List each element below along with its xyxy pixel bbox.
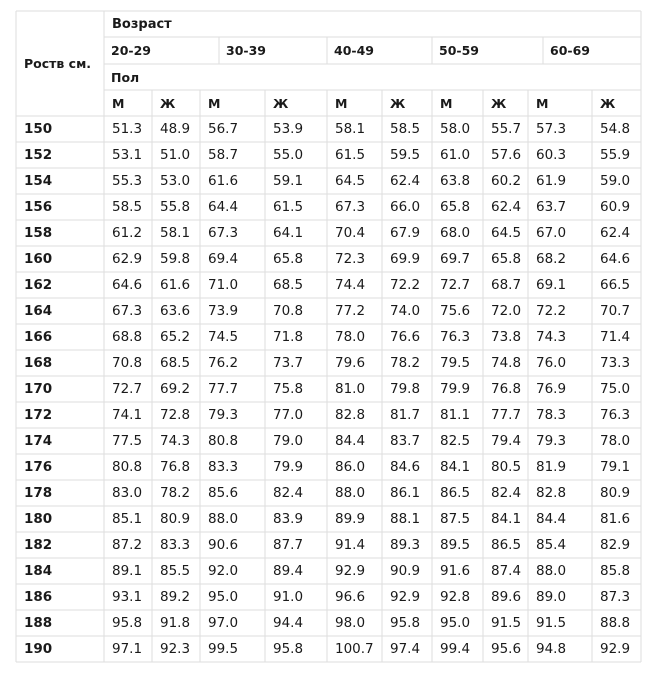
- weight-value-cell: 76.8: [160, 459, 191, 475]
- weight-value-cell: 61.9: [536, 173, 567, 189]
- weight-value-cell: 95.8: [273, 641, 304, 657]
- weight-value-cell: 77.5: [112, 433, 143, 449]
- weight-value-cell: 79.9: [440, 381, 471, 397]
- weight-value-cell: 58.5: [390, 121, 421, 137]
- weight-value-cell: 99.5: [208, 641, 239, 657]
- weight-value-cell: 67.9: [390, 225, 421, 241]
- weight-value-cell: 48.9: [160, 121, 191, 137]
- weight-value-cell: 76.8: [491, 381, 522, 397]
- weight-value-cell: 68.0: [440, 225, 471, 241]
- weight-value-cell: 55.0: [273, 147, 304, 163]
- weight-value-cell: 83.3: [208, 459, 239, 475]
- age-group-header: 30-39: [226, 43, 266, 58]
- weight-value-cell: 74.1: [112, 407, 143, 423]
- weight-value-cell: 92.3: [160, 641, 191, 657]
- weight-value-cell: 79.9: [273, 459, 304, 475]
- weight-value-cell: 97.1: [112, 641, 143, 657]
- weight-value-cell: 51.3: [112, 121, 143, 137]
- weight-value-cell: 76.3: [440, 329, 471, 345]
- weight-value-cell: 67.3: [335, 199, 366, 215]
- height-cell: 150: [24, 121, 53, 137]
- height-cell: 182: [24, 537, 53, 553]
- weight-value-cell: 90.6: [208, 537, 239, 553]
- weight-value-cell: 76.3: [600, 407, 631, 423]
- weight-value-cell: 84.6: [390, 459, 421, 475]
- weight-value-cell: 55.3: [112, 173, 143, 189]
- sex-column-header: М: [112, 95, 125, 111]
- height-cell: 178: [24, 485, 53, 501]
- sex-column-header: Ж: [273, 95, 289, 111]
- weight-value-cell: 66.0: [390, 199, 421, 215]
- sex-column-header: Ж: [600, 95, 616, 111]
- weight-value-cell: 75.6: [440, 303, 471, 319]
- weight-value-cell: 93.1: [112, 589, 143, 605]
- weight-value-cell: 82.8: [335, 407, 366, 423]
- weight-value-cell: 62.4: [491, 199, 522, 215]
- weight-value-cell: 86.0: [335, 459, 366, 475]
- weight-value-cell: 85.8: [600, 563, 631, 579]
- height-cell: 168: [24, 355, 53, 371]
- weight-value-cell: 74.3: [160, 433, 191, 449]
- weight-value-cell: 66.5: [600, 277, 631, 293]
- weight-value-cell: 89.2: [160, 589, 191, 605]
- weight-value-cell: 98.0: [335, 615, 366, 631]
- age-group-header: 20-29: [111, 43, 151, 58]
- weight-value-cell: 61.0: [440, 147, 471, 163]
- weight-value-cell: 58.1: [160, 225, 191, 241]
- weight-value-cell: 76.9: [536, 381, 567, 397]
- weight-value-cell: 63.8: [440, 173, 471, 189]
- weight-value-cell: 68.5: [160, 355, 191, 371]
- weight-value-cell: 81.9: [536, 459, 567, 475]
- weight-value-cell: 91.0: [273, 589, 304, 605]
- weight-value-cell: 69.7: [440, 251, 471, 267]
- weight-value-cell: 61.5: [273, 199, 304, 215]
- weight-value-cell: 62.9: [112, 251, 143, 267]
- weight-value-cell: 59.5: [390, 147, 421, 163]
- weight-value-cell: 73.8: [491, 329, 522, 345]
- weight-value-cell: 68.7: [491, 277, 522, 293]
- weight-value-cell: 78.0: [600, 433, 631, 449]
- weight-value-cell: 65.8: [273, 251, 304, 267]
- weight-value-cell: 79.3: [536, 433, 567, 449]
- weight-value-cell: 64.6: [600, 251, 631, 267]
- weight-value-cell: 88.1: [390, 511, 421, 527]
- weight-value-cell: 84.4: [335, 433, 366, 449]
- weight-value-cell: 86.5: [491, 537, 522, 553]
- weight-value-cell: 60.3: [536, 147, 567, 163]
- weight-value-cell: 67.3: [112, 303, 143, 319]
- weight-value-cell: 85.5: [160, 563, 191, 579]
- weight-value-cell: 72.8: [160, 407, 191, 423]
- weight-value-cell: 79.1: [600, 459, 631, 475]
- weight-value-cell: 82.4: [273, 485, 304, 501]
- age-group-header: 40-49: [334, 43, 374, 58]
- weight-value-cell: 92.8: [440, 589, 471, 605]
- height-cell: 162: [24, 277, 53, 293]
- weight-value-cell: 68.5: [273, 277, 304, 293]
- weight-value-cell: 77.0: [273, 407, 304, 423]
- weight-value-cell: 85.6: [208, 485, 239, 501]
- weight-value-cell: 81.6: [600, 511, 631, 527]
- weight-value-cell: 92.0: [208, 563, 239, 579]
- weight-value-cell: 51.0: [160, 147, 191, 163]
- weight-value-cell: 58.1: [335, 121, 366, 137]
- sex-column-header: Ж: [160, 95, 176, 111]
- weight-value-cell: 63.7: [536, 199, 567, 215]
- weight-value-cell: 73.7: [273, 355, 304, 371]
- weight-value-cell: 79.0: [273, 433, 304, 449]
- weight-value-cell: 88.0: [536, 563, 567, 579]
- weight-value-cell: 65.8: [440, 199, 471, 215]
- weight-value-cell: 100.7: [335, 641, 374, 657]
- weight-value-cell: 79.6: [335, 355, 366, 371]
- weight-value-cell: 55.7: [491, 121, 522, 137]
- weight-value-cell: 79.4: [491, 433, 522, 449]
- weight-value-cell: 67.3: [208, 225, 239, 241]
- weight-value-cell: 91.6: [440, 563, 471, 579]
- weight-value-cell: 57.3: [536, 121, 567, 137]
- weight-value-cell: 83.9: [273, 511, 304, 527]
- height-cell: 158: [24, 225, 53, 241]
- weight-value-cell: 70.4: [335, 225, 366, 241]
- weight-value-cell: 61.2: [112, 225, 143, 241]
- weight-value-cell: 64.4: [208, 199, 239, 215]
- weight-value-cell: 87.2: [112, 537, 143, 553]
- weight-value-cell: 95.8: [390, 615, 421, 631]
- weight-value-cell: 97.4: [390, 641, 421, 657]
- age-group-header: 60-69: [550, 43, 590, 58]
- weight-value-cell: 64.5: [335, 173, 366, 189]
- weight-value-cell: 85.1: [112, 511, 143, 527]
- height-cell: 190: [24, 641, 53, 657]
- weight-value-cell: 74.4: [335, 277, 366, 293]
- height-cell: 184: [24, 563, 53, 579]
- age-header: Возраст: [112, 16, 172, 32]
- weight-value-cell: 64.6: [112, 277, 143, 293]
- weight-value-cell: 58.5: [112, 199, 143, 215]
- weight-value-cell: 64.5: [491, 225, 522, 241]
- weight-value-cell: 91.5: [491, 615, 522, 631]
- weight-value-cell: 81.0: [335, 381, 366, 397]
- weight-value-cell: 78.3: [536, 407, 567, 423]
- weight-value-cell: 76.6: [390, 329, 421, 345]
- weight-value-cell: 62.4: [390, 173, 421, 189]
- sex-column-header: М: [440, 95, 453, 111]
- weight-value-cell: 61.5: [335, 147, 366, 163]
- weight-value-cell: 91.4: [335, 537, 366, 553]
- weight-value-cell: 61.6: [208, 173, 239, 189]
- weight-value-cell: 77.7: [491, 407, 522, 423]
- height-cell: 188: [24, 615, 53, 631]
- weight-value-cell: 76.0: [536, 355, 567, 371]
- weight-value-cell: 80.9: [600, 485, 631, 501]
- weight-value-cell: 82.9: [600, 537, 631, 553]
- age-group-header: 50-59: [439, 43, 479, 58]
- weight-value-cell: 79.5: [440, 355, 471, 371]
- weight-value-cell: 89.0: [536, 589, 567, 605]
- height-cell: 170: [24, 381, 53, 397]
- weight-value-cell: 72.0: [491, 303, 522, 319]
- weight-value-cell: 78.0: [335, 329, 366, 345]
- weight-value-cell: 88.0: [208, 511, 239, 527]
- weight-value-cell: 73.9: [208, 303, 239, 319]
- weight-value-cell: 53.0: [160, 173, 191, 189]
- weight-value-cell: 74.5: [208, 329, 239, 345]
- weight-value-cell: 82.4: [491, 485, 522, 501]
- weight-value-cell: 92.9: [600, 641, 631, 657]
- height-cell: 160: [24, 251, 53, 267]
- weight-value-cell: 71.0: [208, 277, 239, 293]
- weight-value-cell: 81.7: [390, 407, 421, 423]
- weight-value-cell: 80.8: [112, 459, 143, 475]
- weight-value-cell: 54.8: [600, 121, 631, 137]
- weight-value-cell: 86.1: [390, 485, 421, 501]
- sex-column-header: М: [208, 95, 221, 111]
- weight-value-cell: 71.4: [600, 329, 631, 345]
- weight-value-cell: 53.9: [273, 121, 304, 137]
- weight-value-cell: 74.3: [536, 329, 567, 345]
- sex-column-header: М: [335, 95, 348, 111]
- weight-value-cell: 69.4: [208, 251, 239, 267]
- weight-value-cell: 70.7: [600, 303, 631, 319]
- weight-value-cell: 88.8: [600, 615, 631, 631]
- weight-value-cell: 65.8: [491, 251, 522, 267]
- weight-value-cell: 80.5: [491, 459, 522, 475]
- weight-value-cell: 57.6: [491, 147, 522, 163]
- weight-value-cell: 92.9: [390, 589, 421, 605]
- weight-value-cell: 65.2: [160, 329, 191, 345]
- weight-value-cell: 77.7: [208, 381, 239, 397]
- sex-header: Пол: [111, 69, 140, 85]
- weight-value-cell: 74.8: [491, 355, 522, 371]
- weight-value-cell: 69.1: [536, 277, 567, 293]
- weight-value-cell: 69.9: [390, 251, 421, 267]
- weight-value-cell: 91.5: [536, 615, 567, 631]
- weight-value-cell: 60.9: [600, 199, 631, 215]
- height-cell: 164: [24, 303, 53, 319]
- weight-value-cell: 68.2: [536, 251, 567, 267]
- weight-value-cell: 99.4: [440, 641, 471, 657]
- weight-value-cell: 75.0: [600, 381, 631, 397]
- weight-value-cell: 89.9: [335, 511, 366, 527]
- weight-value-cell: 87.7: [273, 537, 304, 553]
- weight-value-cell: 81.1: [440, 407, 471, 423]
- weight-value-cell: 72.7: [440, 277, 471, 293]
- height-cell: 172: [24, 407, 53, 423]
- sex-column-header: М: [536, 95, 549, 111]
- weight-value-cell: 74.0: [390, 303, 421, 319]
- weight-value-cell: 79.8: [390, 381, 421, 397]
- weight-value-cell: 72.7: [112, 381, 143, 397]
- weight-value-cell: 77.2: [335, 303, 366, 319]
- weight-value-cell: 83.7: [390, 433, 421, 449]
- weight-value-cell: 71.8: [273, 329, 304, 345]
- weight-value-cell: 83.3: [160, 537, 191, 553]
- weight-value-cell: 67.0: [536, 225, 567, 241]
- weight-value-cell: 97.0: [208, 615, 239, 631]
- weight-value-cell: 58.0: [440, 121, 471, 137]
- weight-value-cell: 75.8: [273, 381, 304, 397]
- weight-value-cell: 59.8: [160, 251, 191, 267]
- weight-value-cell: 79.3: [208, 407, 239, 423]
- weight-value-cell: 59.1: [273, 173, 304, 189]
- weight-value-cell: 89.1: [112, 563, 143, 579]
- height-cell: 176: [24, 459, 53, 475]
- height-cell: 152: [24, 147, 53, 163]
- weight-value-cell: 55.8: [160, 199, 191, 215]
- weight-value-cell: 89.6: [491, 589, 522, 605]
- weight-value-cell: 95.0: [208, 589, 239, 605]
- weight-value-cell: 83.0: [112, 485, 143, 501]
- weight-value-cell: 90.9: [390, 563, 421, 579]
- weight-value-cell: 56.7: [208, 121, 239, 137]
- weight-value-cell: 72.2: [536, 303, 567, 319]
- weight-value-cell: 96.6: [335, 589, 366, 605]
- weight-value-cell: 89.4: [273, 563, 304, 579]
- weight-value-cell: 55.9: [600, 147, 631, 163]
- height-cell: 174: [24, 433, 53, 449]
- weight-value-cell: 89.5: [440, 537, 471, 553]
- weight-value-cell: 88.0: [335, 485, 366, 501]
- weight-value-cell: 62.4: [600, 225, 631, 241]
- weight-value-cell: 87.3: [600, 589, 631, 605]
- weight-value-cell: 84.1: [491, 511, 522, 527]
- weight-value-cell: 95.8: [112, 615, 143, 631]
- weight-value-cell: 89.3: [390, 537, 421, 553]
- weight-value-cell: 94.4: [273, 615, 304, 631]
- weight-value-cell: 72.3: [335, 251, 366, 267]
- weight-value-cell: 95.0: [440, 615, 471, 631]
- weight-value-cell: 61.6: [160, 277, 191, 293]
- weight-value-cell: 53.1: [112, 147, 143, 163]
- weight-value-cell: 85.4: [536, 537, 567, 553]
- weight-value-cell: 69.2: [160, 381, 191, 397]
- weight-value-cell: 92.9: [335, 563, 366, 579]
- weight-value-cell: 94.8: [536, 641, 567, 657]
- weight-value-cell: 64.1: [273, 225, 304, 241]
- height-cell: 156: [24, 199, 53, 215]
- weight-value-cell: 86.5: [440, 485, 471, 501]
- weight-value-cell: 70.8: [112, 355, 143, 371]
- sex-column-header: Ж: [390, 95, 406, 111]
- height-cell: 166: [24, 329, 53, 345]
- weight-value-cell: 72.2: [390, 277, 421, 293]
- weight-value-cell: 70.8: [273, 303, 304, 319]
- weight-value-cell: 87.5: [440, 511, 471, 527]
- weight-value-cell: 60.2: [491, 173, 522, 189]
- weight-value-cell: 91.8: [160, 615, 191, 631]
- weight-value-cell: 68.8: [112, 329, 143, 345]
- weight-value-cell: 76.2: [208, 355, 239, 371]
- weight-value-cell: 84.1: [440, 459, 471, 475]
- weight-value-cell: 78.2: [390, 355, 421, 371]
- weight-value-cell: 63.6: [160, 303, 191, 319]
- corner-label: Роств см.: [24, 56, 92, 71]
- weight-value-cell: 82.8: [536, 485, 567, 501]
- weight-value-cell: 82.5: [440, 433, 471, 449]
- height-cell: 154: [24, 173, 53, 189]
- sex-column-header: Ж: [491, 95, 507, 111]
- weight-value-cell: 58.7: [208, 147, 239, 163]
- weight-value-cell: 80.9: [160, 511, 191, 527]
- weight-value-cell: 95.6: [491, 641, 522, 657]
- weight-value-cell: 87.4: [491, 563, 522, 579]
- weight-value-cell: 78.2: [160, 485, 191, 501]
- weight-value-cell: 80.8: [208, 433, 239, 449]
- weight-value-cell: 84.4: [536, 511, 567, 527]
- height-cell: 186: [24, 589, 53, 605]
- weight-value-cell: 59.0: [600, 173, 631, 189]
- height-cell: 180: [24, 511, 53, 527]
- weight-value-cell: 73.3: [600, 355, 631, 371]
